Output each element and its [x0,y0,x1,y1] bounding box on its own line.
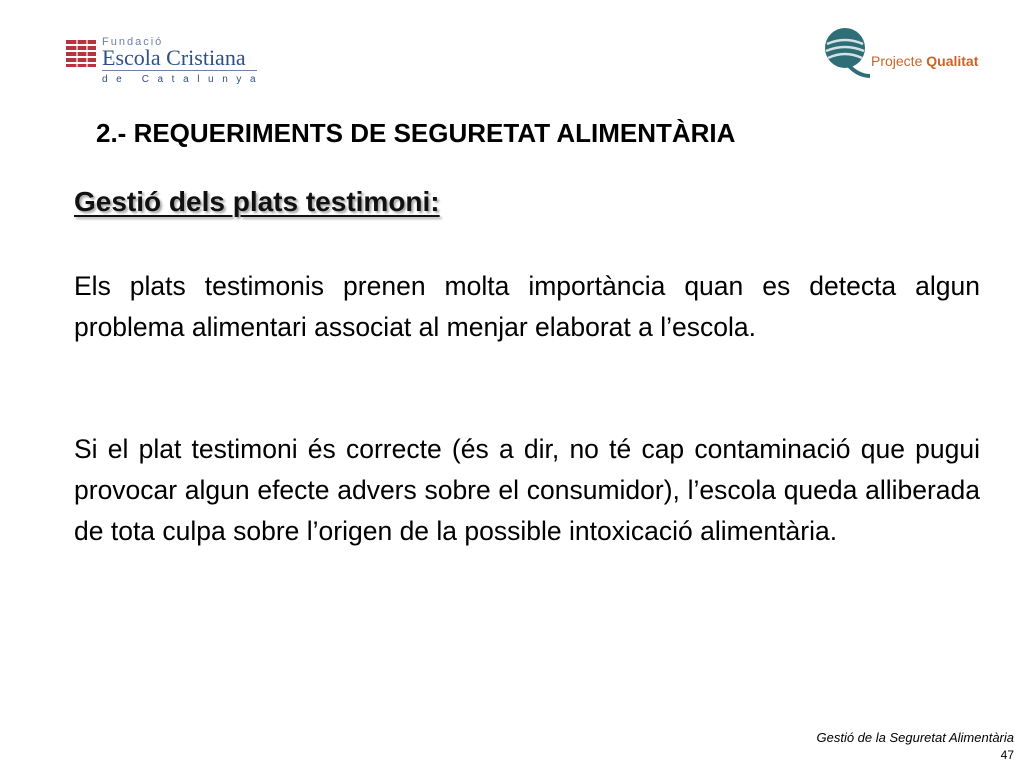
logo-escola-text: Escola [102,45,161,70]
logo-cristiana-text: Cristiana [166,45,246,70]
section-subtitle: Gestió dels plats testimoni: [74,186,440,217]
projecte-text: Projecte [871,53,927,69]
q-globe-icon [823,26,871,80]
flag-mark-icon [66,38,96,68]
logo-name-text [102,45,246,71]
page-number: 47 [1000,748,1014,762]
logo-fundacio-text: Fundació [102,36,164,48]
fundacio-escola-cristiana-logo [66,34,266,86]
projecte-qualitat-text [871,53,978,69]
slide-title: 2.- REQUERIMENTS DE SEGURETAT ALIMENTÀRIA [96,118,736,148]
logo-divider [102,70,257,71]
footer-title: Gestió de la Seguretat Alimentària [816,730,1014,745]
body-paragraph-2: Si el plat testimoni és correcte (és a dir, no té cap contaminació que pugui provocar algun efecte advers sobre el consumidor), l’escola queda alliberada de tota culpa sobre l’origen de la possible intoxicació alimentària. [74,434,980,546]
body-paragraph-1: Els plats testimonis prenen molta importància quan es detecta algun problema alimentari associat al menjar elaborat a l’escola. [74,271,980,342]
logo-catalunya-text: de Catalunya [102,74,265,85]
projecte-qualitat-logo [823,26,983,82]
qualitat-text: Qualitat [926,53,979,69]
